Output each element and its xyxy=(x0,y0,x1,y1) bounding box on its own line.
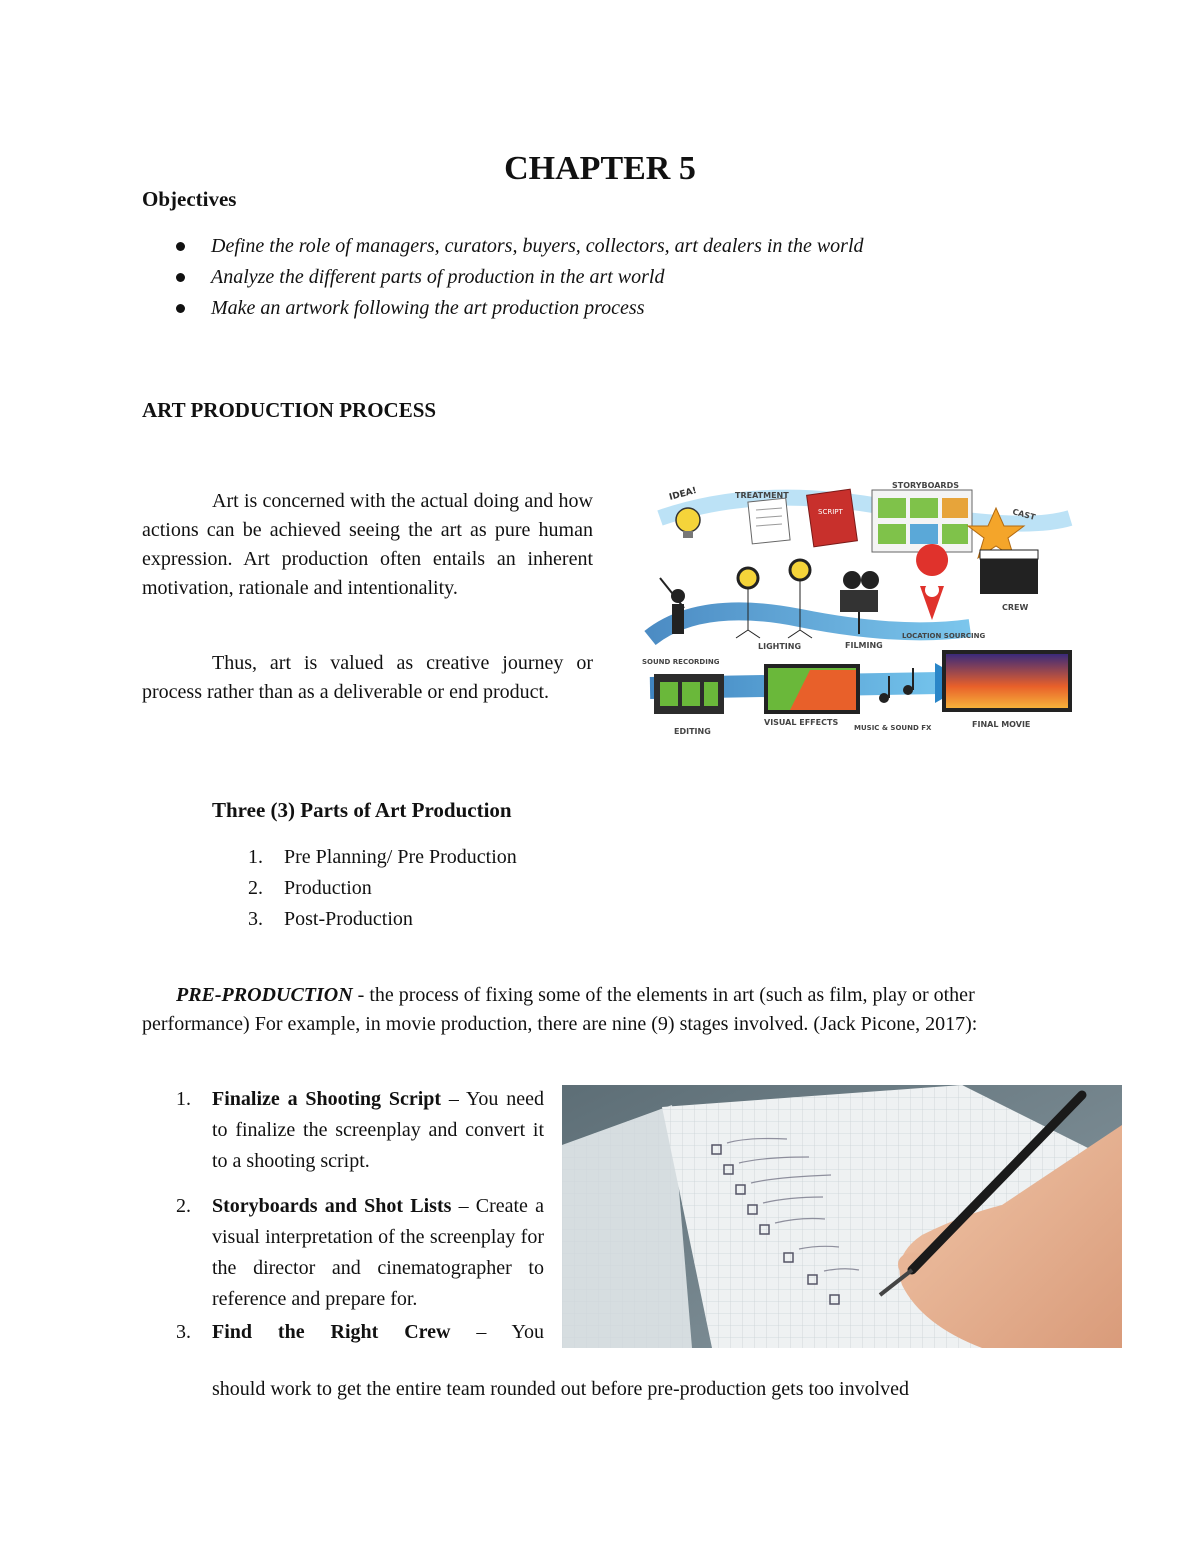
stage-title: Finalize a Shooting Script xyxy=(212,1088,442,1110)
parts-list xyxy=(248,842,517,935)
label-location: LOCATION SOURCING xyxy=(902,632,986,640)
label-lighting: LIGHTING xyxy=(758,642,802,651)
chapter-title: CHAPTER 5 xyxy=(504,150,696,187)
label-treatment: TREATMENT xyxy=(735,491,789,500)
bullet-icon xyxy=(176,242,185,251)
label-vfx: VISUAL EFFECTS xyxy=(764,718,839,727)
notebook-checklist-photo xyxy=(562,1085,1122,1348)
objective-item xyxy=(170,262,1070,293)
parts-heading: Three (3) Parts of Art Production xyxy=(212,798,512,822)
stage-number: 3. xyxy=(176,1321,191,1343)
parts-list-item: 2. Production xyxy=(248,877,372,899)
stage-number: 2. xyxy=(176,1195,191,1217)
objective-item xyxy=(170,231,1070,262)
storyboard-panel xyxy=(872,481,972,552)
intro-paragraph-1: Art is concerned with the actual doing and how actions can be achieved seeing the art as pure human expression. Art production often entails an inherent motivation, rationale and intentionality. xyxy=(142,490,593,599)
objectives-heading: Objectives xyxy=(142,187,237,211)
preproduction-term: PRE-PRODUCTION xyxy=(176,984,353,1006)
stage-text: – You need to finalize the screenplay and convert it to a shooting script. xyxy=(212,1088,544,1172)
preproduction-text: - the process of fixing some of the elements in art (such as film, play or other performance) For example, in movie production, there are nine (9) stages involved. (Jack Picone, 2017): xyxy=(142,984,978,1035)
label-final: FINAL MOVIE xyxy=(972,720,1031,729)
stage-text: – You xyxy=(450,1321,545,1343)
parts-item-text: Post-Production xyxy=(284,908,413,930)
label-storyboards: STORYBOARDS xyxy=(892,481,959,490)
label-cast: CAST xyxy=(1011,507,1037,522)
continuation-text: should work to get the entire team rounded out before pre-production gets too involved xyxy=(212,1378,910,1400)
bullet-icon xyxy=(176,304,185,313)
stage-list xyxy=(176,1084,544,1348)
stage-item xyxy=(176,1191,544,1315)
stage-item xyxy=(176,1317,544,1348)
label-idea: IDEA! xyxy=(668,485,698,503)
label-script: SCRIPT xyxy=(818,508,843,516)
label-crew: CREW xyxy=(1002,603,1029,612)
final-movie-screen xyxy=(942,650,1072,729)
parts-item-text: Production xyxy=(284,877,372,899)
objective-text: Make an artwork following the art production process xyxy=(211,297,645,319)
stage-text: – Create a visual interpretation of the screenplay for the director and cinematographer to reference and prepare for. xyxy=(212,1195,544,1310)
label-sound: SOUND RECORDING xyxy=(642,658,720,666)
stage-title: Storyboards and Shot Lists xyxy=(212,1195,452,1217)
objective-item xyxy=(170,293,1070,324)
objective-text: Define the role of managers, curators, buyers, collectors, art dealers in the world xyxy=(211,235,864,257)
label-filming: FILMING xyxy=(845,641,883,650)
parts-list-item: 3. Post-Production xyxy=(248,908,413,930)
label-music: MUSIC & SOUND FX xyxy=(854,724,932,732)
treatment-doc xyxy=(735,491,790,544)
objectives-list xyxy=(170,231,1070,324)
bullet-icon xyxy=(176,273,185,282)
parts-item-text: Pre Planning/ Pre Production xyxy=(284,846,517,868)
stage-number: 1. xyxy=(176,1088,191,1110)
production-process-illustration xyxy=(640,478,1080,740)
clapperboard xyxy=(980,550,1038,612)
parts-list-item: 1. Pre Planning/ Pre Production xyxy=(248,846,517,868)
objective-text: Analyze the different parts of production in the art world xyxy=(211,266,665,288)
vfx-screen xyxy=(764,664,860,727)
label-editing: EDITING xyxy=(674,727,711,736)
script-book xyxy=(807,489,858,547)
stage-item xyxy=(176,1084,544,1177)
stage-title: Find the Right Crew xyxy=(212,1321,451,1343)
editing-filmstrip xyxy=(654,674,724,736)
intro-paragraph-2: Thus, art is valued as creative journey or process rather than as a deliverable or end product. xyxy=(142,652,593,703)
preproduction-paragraph xyxy=(142,981,1042,1039)
section-heading: ART PRODUCTION PROCESS xyxy=(142,398,437,422)
